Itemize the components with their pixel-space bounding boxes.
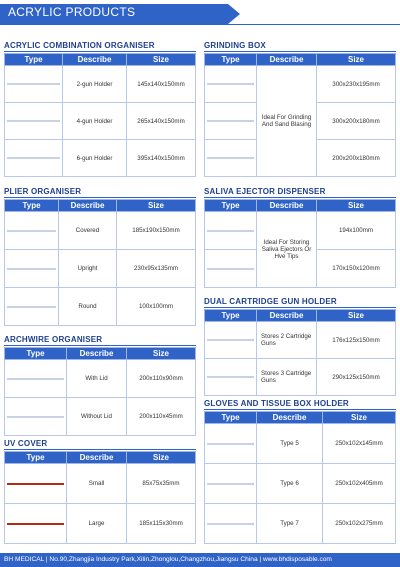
- table-row: [5, 360, 196, 398]
- grinding-table: [204, 53, 396, 177]
- 2-gun-holder-photo: [7, 83, 60, 85]
- section-title: DUAL CARTRIDGE GUN HOLDER: [204, 297, 337, 306]
- grinding-box-photo: [207, 83, 254, 85]
- describe-cell: Ideal For Storing Saliva Ejectors Or Hve Tips: [257, 212, 317, 288]
- glove-box-photo: [207, 523, 254, 525]
- uv-cover-photo: [7, 523, 64, 525]
- col-describe: Describe: [59, 200, 117, 212]
- size-cell: 250x102x405mm: [323, 464, 396, 504]
- section-title: GRINDING BOX: [204, 41, 266, 50]
- describe-cell: Stores 2 Cartridge Guns: [257, 322, 317, 359]
- describe-cell: 2-gun Holder: [63, 66, 127, 103]
- col-describe: Describe: [257, 412, 323, 424]
- section-title: UV COVER: [4, 439, 48, 448]
- col-size: Size: [317, 54, 396, 66]
- col-type: Type: [205, 54, 257, 66]
- size-cell: 145x140x150mm: [127, 66, 196, 103]
- describe-cell: Covered: [59, 212, 117, 250]
- describe-cell: Stores 3 Cartridge Guns: [257, 359, 317, 396]
- col-type: Type: [5, 54, 63, 66]
- size-cell: 100x100mm: [117, 288, 196, 326]
- describe-cell: Ideal For Grinding And Sand Blasing: [257, 66, 317, 177]
- describe-cell: With Lid: [67, 360, 127, 398]
- section-title: ARCHWIRE ORGANISER: [4, 335, 103, 344]
- 4-gun-holder-photo: [7, 120, 60, 122]
- table-header-row: [205, 310, 396, 322]
- size-cell: 250x102x145mm: [323, 424, 396, 464]
- col-size: Size: [317, 310, 396, 322]
- section-archwire-organiser: [4, 334, 196, 436]
- table-row: [205, 66, 396, 103]
- cartridge-holder-photo: [207, 376, 254, 378]
- describe-cell: Small: [67, 464, 127, 504]
- section-grinding-box: [204, 40, 396, 177]
- size-cell: 185x115x30mm: [127, 504, 196, 544]
- size-cell: 230x95x135mm: [117, 250, 196, 288]
- table-row: [205, 359, 396, 396]
- section-gloves-tissue-holder: [204, 398, 396, 544]
- footer-text: BH MEDICAL | No.90,Zhangjia Industry Park,Xilin,Zhonglou,Changzhou,Jiangsu China | www.bhdisposable.com: [4, 556, 332, 563]
- size-cell: 265x140x150mm: [127, 103, 196, 140]
- col-type: Type: [5, 452, 67, 464]
- table-header-row: [5, 348, 196, 360]
- uv-cover-photo: [7, 483, 64, 485]
- table-row: [205, 212, 396, 250]
- describe-cell: 6-gun Holder: [63, 140, 127, 177]
- col-type: Type: [205, 310, 257, 322]
- plier-table: [4, 199, 196, 326]
- table-header-row: [5, 200, 196, 212]
- section-title: PLIER ORGANISER: [4, 187, 82, 196]
- table-row: [205, 322, 396, 359]
- table-header-row: [205, 54, 396, 66]
- section-title: ACRYLIC COMBINATION ORGANISER: [4, 41, 155, 50]
- section-title: SALIVA EJECTOR DISPENSER: [204, 187, 326, 196]
- upright-plier-photo: [7, 268, 56, 270]
- archwire-nolid-photo: [7, 416, 64, 418]
- saliva-table: [204, 199, 396, 288]
- table-row: [5, 103, 196, 140]
- col-size: Size: [127, 54, 196, 66]
- size-cell: 200x110x90mm: [127, 360, 196, 398]
- describe-cell: Type 6: [257, 464, 323, 504]
- table-row: [5, 140, 196, 177]
- size-cell: 176x125x150mm: [317, 322, 396, 359]
- size-cell: 185x190x150mm: [117, 212, 196, 250]
- grinding-box-photo: [207, 157, 254, 159]
- describe-cell: Without Lid: [67, 398, 127, 436]
- table-row: [5, 66, 196, 103]
- col-size: Size: [127, 348, 196, 360]
- gloves-table: [204, 411, 396, 544]
- page-header: [0, 0, 400, 26]
- section-title: GLOVES AND TISSUE BOX HOLDER: [204, 399, 349, 408]
- describe-cell: 4-gun Holder: [63, 103, 127, 140]
- table-header-row: [5, 452, 196, 464]
- col-describe: Describe: [63, 54, 127, 66]
- saliva-dispenser-photo: [207, 230, 254, 232]
- size-cell: 300x200x180mm: [317, 103, 396, 140]
- header-rule: [0, 24, 400, 25]
- size-cell: 250x102x275mm: [323, 504, 396, 544]
- covered-plier-photo: [7, 230, 56, 232]
- table-header-row: [205, 412, 396, 424]
- col-describe: Describe: [67, 452, 127, 464]
- col-type: Type: [5, 348, 67, 360]
- size-cell: 290x125x150mm: [317, 359, 396, 396]
- section-saliva-ejector: [204, 186, 396, 288]
- table-row: [5, 504, 196, 544]
- round-plier-photo: [7, 306, 56, 308]
- col-type: Type: [205, 412, 257, 424]
- page-footer: [0, 553, 400, 567]
- size-cell: 300x230x195mm: [317, 66, 396, 103]
- col-size: Size: [323, 412, 396, 424]
- describe-cell: Large: [67, 504, 127, 544]
- size-cell: 395x140x150mm: [127, 140, 196, 177]
- col-type: Type: [5, 200, 59, 212]
- 6-gun-holder-photo: [7, 157, 60, 159]
- cartridge-holder-photo: [207, 339, 254, 341]
- col-size: Size: [127, 452, 196, 464]
- col-size: Size: [317, 200, 396, 212]
- col-describe: Describe: [257, 54, 317, 66]
- col-size: Size: [117, 200, 196, 212]
- table-header-row: [205, 200, 396, 212]
- section-plier-organiser: [4, 186, 196, 326]
- col-describe: Describe: [67, 348, 127, 360]
- acrylic-table: [4, 53, 196, 177]
- col-describe: Describe: [257, 200, 317, 212]
- size-cell: 200x110x45mm: [127, 398, 196, 436]
- saliva-dispenser-photo: [207, 268, 254, 270]
- archwire-table: [4, 347, 196, 436]
- grinding-box-photo: [207, 120, 254, 122]
- table-row: [5, 464, 196, 504]
- table-header-row: [5, 54, 196, 66]
- size-cell: 170x150x120mm: [317, 250, 396, 288]
- page-title: ACRYLIC PRODUCTS: [8, 5, 136, 19]
- table-row: [5, 398, 196, 436]
- section-cartridge-holder: [204, 296, 396, 396]
- table-row: [5, 212, 196, 250]
- section-acrylic-organiser: [4, 40, 196, 177]
- glove-box-photo: [207, 443, 254, 445]
- uv-table: [4, 451, 196, 544]
- size-cell: 194x100mm: [317, 212, 396, 250]
- describe-cell: Type 7: [257, 504, 323, 544]
- describe-cell: Upright: [59, 250, 117, 288]
- glove-box-photo: [207, 483, 254, 485]
- table-row: [205, 464, 396, 504]
- describe-cell: Round: [59, 288, 117, 326]
- size-cell: 200x200x180mm: [317, 140, 396, 177]
- cartridge-table: [204, 309, 396, 396]
- col-type: Type: [205, 200, 257, 212]
- describe-cell: Type 5: [257, 424, 323, 464]
- col-describe: Describe: [257, 310, 317, 322]
- archwire-lid-photo: [7, 378, 64, 380]
- table-row: [5, 288, 196, 326]
- table-row: [5, 250, 196, 288]
- section-uv-cover: [4, 438, 196, 544]
- table-row: [205, 504, 396, 544]
- table-row: [205, 424, 396, 464]
- size-cell: 85x75x35mm: [127, 464, 196, 504]
